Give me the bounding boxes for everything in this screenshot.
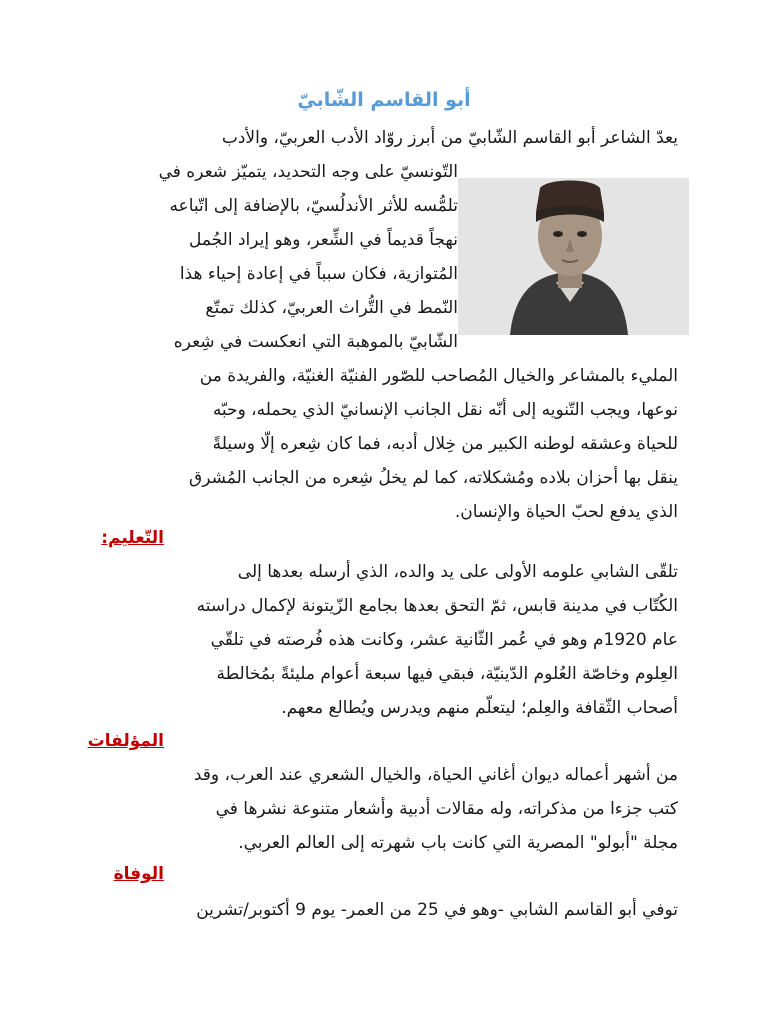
works-line-2: كتب جزءا من مذكراته، وله مقالات أدبية وأشعار متنوعة نشرها في (215, 799, 678, 819)
works-line-3: مجلة "أبولو" المصرية التي كانت باب شهرته إلى العالم العربي. (238, 833, 678, 853)
death-line-1: توفي أبو القاسم الشابي -وهو في 25 من العمر- يوم 9 أكتوبر/تشرين (196, 900, 678, 920)
portrait-left-eye (553, 231, 563, 237)
intro-line-3: تلمُّسه للأثر الأندلُسيّ، بالإضافة إلى اتّباعه (169, 196, 458, 216)
intro-line-1: يعدّ الشاعر أبو القاسم الشّابيّ من أبرز روّاد الأدب العربيّ، والأدب (221, 128, 678, 148)
intro-line-4: نهجاً قديماً في الشِّعر، وهو إيراد الجُمل (188, 230, 458, 250)
poet-portrait-photo (458, 178, 689, 335)
intro-line-9: نوعها، ويجب التّنويه إلى أنّه نقل الجانب الإنسانيّ الذي يحمله، وحبّه (212, 400, 678, 420)
section-heading-works: المؤلفات (87, 731, 164, 751)
education-line-2: الكُتّاب في مدينة قابس، ثمّ التحق بعدها بجامع الزّيتونة لإكمال دراسته (196, 596, 678, 616)
section-heading-death: الوفاة (113, 864, 164, 884)
section-heading-education: التّعليم: (101, 528, 164, 548)
intro-line-6: النّمط في التُّراث العربيّ، كذلك تمتّع (205, 298, 458, 318)
education-line-5: أصحاب الثّقافة والعِلم؛ ليتعلّم منهم ويدرس ويُطالع معهم. (281, 698, 678, 718)
intro-line-11: ينقل بها أحزان بلاده ومُشكلاته، كما لم يخلُ شِعره من الجانب المُشرق (189, 468, 678, 488)
intro-line-8: المليء بالمشاعر والخيال المُصاحب للصّور الفنيّة الغنيّة، والفريدة من (199, 366, 678, 386)
works-line-1: من أشهر أعماله ديوان أغاني الحياة، والخيال الشعري عند العرب، وقد (193, 765, 678, 785)
intro-line-10: للحياة وعشقه لوطنه الكبير من خِلال أدبه، فما كان شِعره إلّا وسيلةً (212, 434, 678, 454)
intro-line-5: المُتوازية، فكان سبباً في إعادة إحياء هذا (179, 264, 458, 284)
education-line-4: العِلوم وخاصّة العُلوم الدّينيّة، فبقي فيها سبعة أعوام مليئةً بمُخالطة (216, 664, 678, 684)
intro-line-2: التّونسيّ على وجه التحديد، يتميّز شعره في (158, 162, 458, 182)
intro-line-12: الذي يدفع لحبّ الحياة والإنسان. (454, 502, 678, 522)
education-line-1: تلقّى الشابي علومه الأولى على يد والده، الذي أرسله بعدها إلى (237, 562, 678, 582)
intro-line-7: الشّابيّ بالموهبة التي انعكست في شِعره (173, 332, 458, 352)
portrait-right-eye (577, 231, 587, 237)
page-title: أبو القاسم الشّابيّ (297, 89, 471, 111)
portrait-illustration (458, 178, 689, 335)
education-line-3: عام 1920م وهو في عُمر الثّانية عشر، وكانت هذه فُرصته في تلقّي (210, 630, 678, 650)
